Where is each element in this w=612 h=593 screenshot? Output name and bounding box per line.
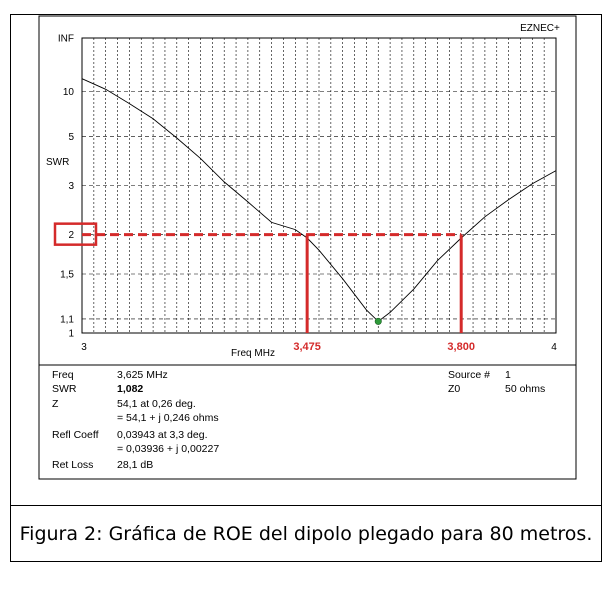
caption-box xyxy=(10,505,602,562)
y-tick-label: 3 xyxy=(68,181,74,192)
y-tick-label: INF xyxy=(57,33,74,45)
y-tick-label: 2 xyxy=(68,230,74,242)
z-value-polar: 54,1 at 0,26 deg. xyxy=(117,398,196,410)
x-tick-label: 3 xyxy=(81,342,87,353)
annotation-layer xyxy=(55,224,475,353)
x-axis-title: Freq MHz xyxy=(231,348,275,359)
y-axis-title: SWR xyxy=(46,157,70,168)
ret-loss-label: Ret Loss xyxy=(52,459,94,471)
refl-coeff-label: Refl Coeff xyxy=(52,429,99,441)
ret-loss-value: 28,1 dB xyxy=(117,459,154,471)
z-label: Z xyxy=(52,398,59,410)
bandwidth-marker-label: 3,800 xyxy=(447,341,475,353)
swr-label: SWR xyxy=(52,383,77,395)
swr-value: 1,082 xyxy=(117,383,144,395)
y-tick-label: 1,1 xyxy=(60,314,74,326)
y-tick-label: 10 xyxy=(62,87,74,99)
z0-value: 50 ohms xyxy=(505,383,546,395)
freq-value: 3,625 MHz xyxy=(117,369,168,381)
source-value: 1 xyxy=(505,369,511,381)
z0-label: Z0 xyxy=(448,383,461,395)
y-tick-label: 1 xyxy=(68,328,74,340)
min-swr-marker xyxy=(375,318,381,324)
x-tick-label: 4 xyxy=(551,342,557,353)
figure-caption: Figura 2: Gráfica de ROE del dipolo plegado para 80 metros. xyxy=(19,523,593,545)
brand-label: EZNEC+ xyxy=(520,23,560,34)
source-label: Source # xyxy=(448,369,491,381)
refl-coeff-rect: = 0,03936 + j 0,00227 xyxy=(117,443,220,455)
y-tick-label: 1,5 xyxy=(60,269,74,281)
freq-label: Freq xyxy=(52,369,74,381)
chart-grid xyxy=(82,38,556,333)
bandwidth-marker-label: 3,475 xyxy=(293,341,321,353)
y-tick-label: 5 xyxy=(68,131,74,143)
refl-coeff-polar: 0,03943 at 3,3 deg. xyxy=(117,429,208,441)
y-axis-labels xyxy=(58,34,75,340)
z-value-rect: = 54,1 + j 0,246 ohms xyxy=(117,412,219,424)
